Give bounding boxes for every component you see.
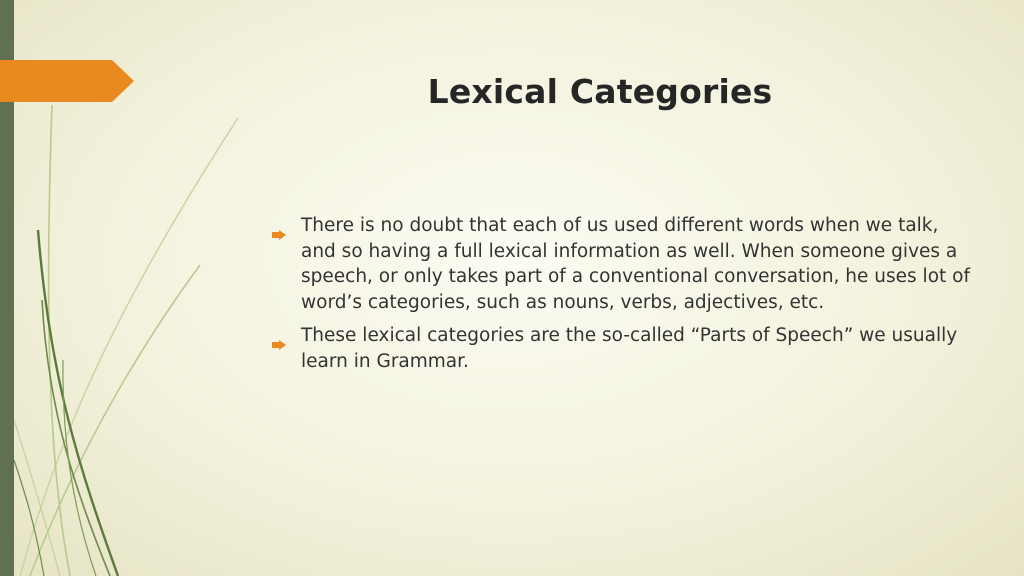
accent-tab bbox=[0, 60, 134, 102]
slide-content bbox=[270, 213, 970, 383]
bullet-text: These lexical categories are the so-called “Parts of Speech” we usually learn in Grammar. bbox=[301, 325, 958, 372]
bullet-item bbox=[270, 323, 970, 374]
slide-title: Lexical Categories bbox=[427, 72, 773, 111]
bullet-item bbox=[270, 213, 970, 315]
arrow-bullet-icon bbox=[272, 332, 286, 358]
bullet-text: There is no doubt that each of us used different words when we talk, and so having a full lexical information as well. When someone gives a speech, or only takes part of a conventional conversation, he uses lot of word’s categories, such as nouns, verbs, adjectives, etc. bbox=[301, 215, 970, 313]
arrow-bullet-icon bbox=[272, 222, 286, 248]
